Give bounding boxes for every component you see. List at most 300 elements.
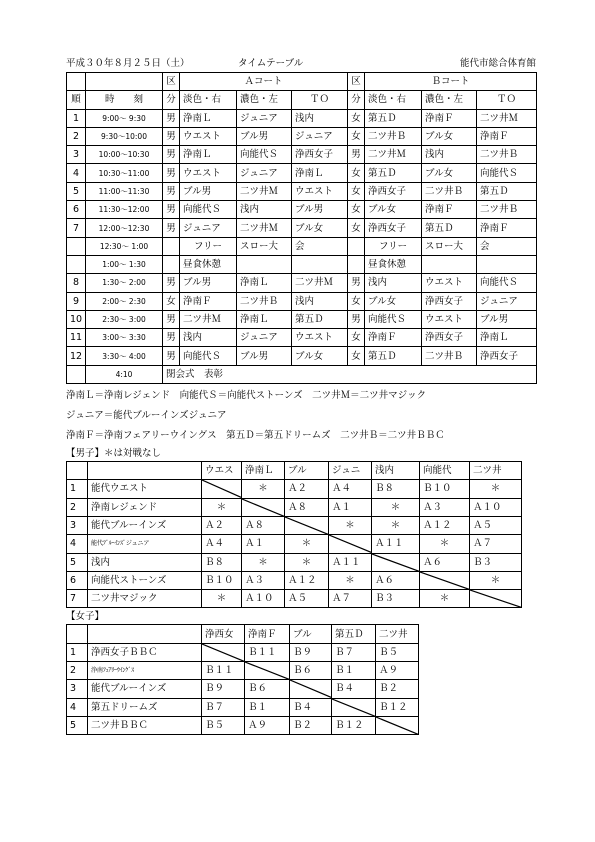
court-a-dark-team: 浄南Ｌ: [237, 310, 292, 328]
break-row: [67, 237, 537, 255]
opponent-header: 二ツ井: [470, 462, 522, 480]
court-b-division: 女: [348, 329, 365, 347]
court-a-division: 男: [163, 182, 180, 200]
schedule-row: [67, 109, 537, 127]
court-b-dark-team: 第五Ｄ: [422, 219, 477, 237]
court-b-light: 淡色・右: [365, 91, 422, 109]
match-cell: Ａ４: [202, 535, 242, 553]
match-cell: Ａ８: [242, 516, 285, 534]
court-b-dark-team: 二ツ井Ｂ: [422, 182, 477, 200]
court-a-light-team: ウエスト: [180, 164, 237, 182]
court-b-lunch: 昼食休憩: [365, 255, 422, 273]
match-cell: Ｂ７: [332, 643, 376, 661]
court-b-light-team: 二ツ井Ｍ: [365, 146, 422, 164]
table-row: [67, 590, 522, 608]
match-cell: Ａ１: [242, 535, 285, 553]
court-b-officials: 二ツ井Ｍ: [477, 109, 537, 127]
match-cell: Ｂ１０: [202, 571, 242, 589]
diagonal-line: [242, 499, 284, 516]
match-time: 10:30～11:00: [86, 164, 163, 182]
men-league-table: [66, 461, 522, 608]
court-a-light-team: 向能代Ｓ: [180, 347, 237, 365]
division-head-b: 区: [348, 73, 365, 91]
team-name: 浄南ﾌｪｱﾘｰｳｲﾝｸﾞｽ: [88, 662, 202, 680]
diagonal-line: [202, 644, 244, 661]
men-table-body: [67, 462, 522, 608]
match-cell: Ｂ６: [290, 662, 332, 680]
opponent-header: 浅内: [372, 462, 420, 480]
diagonal-line: [470, 590, 521, 607]
court-a-dark-team: 二ツ井Ｂ: [237, 292, 292, 310]
court-a-slow: スロー大: [237, 237, 292, 255]
match-cell: Ｂ１１: [245, 643, 290, 661]
break-division: [163, 255, 180, 273]
match-cell: Ｂ１２: [332, 716, 376, 734]
team-name: 二ツ井マジック: [88, 590, 202, 608]
break-division-b: [348, 255, 365, 273]
match-cell: Ａ５: [470, 516, 522, 534]
court-a-division: 男: [163, 329, 180, 347]
match-order: 4: [67, 164, 86, 182]
match-order: 7: [67, 219, 86, 237]
team-number: 3: [67, 516, 88, 534]
schedule-row: [67, 182, 537, 200]
court-a-officials: ブル女: [292, 219, 348, 237]
schedule-row: [67, 292, 537, 310]
match-cell: Ｂ７: [202, 698, 245, 716]
division-head-2: 分: [163, 91, 180, 109]
page-title: タイムテーブル: [238, 58, 304, 69]
court-b-division: 女: [348, 109, 365, 127]
men-header-row: [67, 462, 522, 480]
court-a-division: 男: [163, 219, 180, 237]
women-section-label: 【女子】: [66, 611, 105, 623]
match-time: 10:00～10:30: [86, 146, 163, 164]
match-cell: ＊: [420, 590, 470, 608]
match-order: 10: [67, 310, 86, 328]
break-time: 1:00～ 1:30: [86, 255, 163, 273]
team-number: 1: [67, 480, 88, 498]
team-name: 二ツ井ＢＢＣ: [88, 716, 202, 734]
court-b-empty: [477, 255, 537, 273]
court-a-kai: 会: [292, 237, 348, 255]
court-b-dark-team: ブル女: [422, 127, 477, 145]
team-name: 浄西女子ＢＢＣ: [88, 643, 202, 661]
court-b-dark-team: 二ツ井Ｂ: [422, 347, 477, 365]
match-cell: ＊: [242, 480, 285, 498]
match-cell: Ｂ９: [202, 680, 245, 698]
team-name: 浅内: [88, 553, 202, 571]
court-a-light-team: 二ツ井Ｍ: [180, 310, 237, 328]
match-order: 5: [67, 182, 86, 200]
team-name: 能代ブルーインズ: [88, 516, 202, 534]
diagonal-line: [420, 572, 469, 589]
document: [66, 55, 536, 735]
match-cell: Ａ１０: [470, 498, 522, 516]
court-b-to: ＴＯ: [477, 91, 537, 109]
court-a-dark-team: 二ツ井Ｍ: [237, 219, 292, 237]
team-number: 3: [67, 680, 88, 698]
match-cell: ＊: [202, 590, 242, 608]
court-a-light-team: ブル男: [180, 274, 237, 292]
match-cell: Ａ１: [329, 498, 372, 516]
court-b-light-team: ブル女: [365, 292, 422, 310]
schedule-row: [67, 274, 537, 292]
table-row: [67, 698, 419, 716]
schedule-row: [67, 329, 537, 347]
match-order: 12: [67, 347, 86, 365]
court-a-officials: ブル女: [292, 347, 348, 365]
court-b-dark-team: 浄南Ｆ: [422, 201, 477, 219]
team-number: 4: [67, 698, 88, 716]
table-row: [67, 480, 522, 498]
match-cell: Ａ７: [470, 535, 522, 553]
team-number: 6: [67, 571, 88, 589]
schedule-row: [67, 127, 537, 145]
legend-line: 浄南Ｌ＝浄南レジェンド 向能代Ｓ＝向能代ストーンズ 二ツ井Ｍ＝二ツ井マジック: [66, 390, 427, 402]
match-cell: Ａ５: [285, 590, 329, 608]
court-a-light-team: 浄南Ｌ: [180, 146, 237, 164]
schedule-head-row-2: [67, 91, 537, 109]
match-cell: Ａ９: [245, 716, 290, 734]
match-cell: ＊: [329, 571, 372, 589]
court-a-dark-team: 二ツ井Ｍ: [237, 182, 292, 200]
order-head: 順: [67, 91, 86, 109]
match-time: 11:30～12:00: [86, 201, 163, 219]
self-match-cell: [376, 716, 419, 734]
court-b-officials: 二ツ井Ｂ: [477, 146, 537, 164]
match-cell: ＊: [242, 553, 285, 571]
match-cell: Ｂ１０: [420, 480, 470, 498]
diagonal-line: [329, 535, 371, 552]
court-a-light-team: 浄南Ｌ: [180, 109, 237, 127]
court-b-division: 男: [348, 310, 365, 328]
division-head: 区: [163, 73, 180, 91]
match-cell: Ｂ８: [372, 480, 420, 498]
court-b-empty: [422, 255, 477, 273]
table-row: [67, 662, 419, 680]
team-number: 2: [67, 498, 88, 516]
team-number: 2: [67, 662, 88, 680]
schedule-table: [66, 72, 537, 384]
self-match-cell: [202, 480, 242, 498]
match-cell: Ｂ１: [332, 662, 376, 680]
match-cell: Ｂ４: [290, 698, 332, 716]
court-b-light-team: 浄西女子: [365, 219, 422, 237]
court-a-light-team: ブル男: [180, 182, 237, 200]
court-b-free: フリー: [365, 237, 422, 255]
diagonal-line: [376, 717, 418, 734]
match-time: 12:00～12:30: [86, 219, 163, 237]
match-cell: ＊: [329, 516, 372, 534]
match-cell: Ｂ２: [290, 716, 332, 734]
closing-ceremony: 閉会式 表彰: [163, 365, 537, 383]
table-row: [67, 516, 522, 534]
match-cell: ＊: [372, 516, 420, 534]
court-b-light-team: 第五Ｄ: [365, 109, 422, 127]
opponent-header: ウエス: [202, 462, 242, 480]
court-a-officials: 二ツ井Ｍ: [292, 274, 348, 292]
table-row: [67, 643, 419, 661]
court-b-dark-team: ウエスト: [422, 274, 477, 292]
match-time: 9:00～ 9:30: [86, 109, 163, 127]
corner-cell: [67, 462, 88, 480]
court-a-dark-team: ジュニア: [237, 109, 292, 127]
women-header-row: [67, 625, 419, 643]
page-header: [66, 55, 536, 72]
court-b-division: 女: [348, 182, 365, 200]
court-b-officials: 向能代Ｓ: [477, 274, 537, 292]
match-order: 3: [67, 146, 86, 164]
diagonal-line: [290, 680, 331, 697]
court-a-light-team: ウエスト: [180, 127, 237, 145]
court-b-officials: 第五Ｄ: [477, 182, 537, 200]
match-cell: ＊: [470, 571, 522, 589]
match-time: 11:00～11:30: [86, 182, 163, 200]
court-a-lunch: 昼食休憩: [180, 255, 237, 273]
break-order: [67, 255, 86, 273]
match-order: 6: [67, 201, 86, 219]
match-cell: Ｂ３: [470, 553, 522, 571]
break-order: [67, 237, 86, 255]
match-order: 11: [67, 329, 86, 347]
match-cell: Ｂ５: [376, 643, 419, 661]
match-time: 3:00～ 3:30: [86, 329, 163, 347]
opponent-header: 浄南Ｌ: [242, 462, 285, 480]
match-cell: ＊: [202, 498, 242, 516]
team-name: 向能代ストーンズ: [88, 571, 202, 589]
court-a-free: フリー: [180, 237, 237, 255]
schedule-row: [67, 201, 537, 219]
match-cell: Ｂ４: [332, 680, 376, 698]
court-a-division: 男: [163, 347, 180, 365]
opponent-header: ブル: [290, 625, 332, 643]
court-a-light-team: 浄南Ｆ: [180, 292, 237, 310]
match-order: 8: [67, 274, 86, 292]
schedule-row: [67, 164, 537, 182]
table-row: [67, 680, 419, 698]
table-row: [67, 498, 522, 516]
court-b-officials: ブル男: [477, 310, 537, 328]
court-a-dark-team: 向能代Ｓ: [237, 146, 292, 164]
self-match-cell: [242, 498, 285, 516]
diagonal-line: [285, 517, 328, 534]
court-b-officials: 二ツ井Ｂ: [477, 201, 537, 219]
court-a-officials: ウエスト: [292, 329, 348, 347]
court-b-division: 女: [348, 347, 365, 365]
match-cell: Ｂ９: [290, 643, 332, 661]
opponent-header: 第五Ｄ: [332, 625, 376, 643]
self-match-cell: [285, 516, 329, 534]
match-cell: Ａ９: [376, 662, 419, 680]
match-cell: Ａ１２: [285, 571, 329, 589]
match-cell: ＊: [372, 498, 420, 516]
match-cell: Ａ３: [420, 498, 470, 516]
court-a-dark-team: ブル男: [237, 127, 292, 145]
court-a-dark-team: 浄南Ｌ: [237, 274, 292, 292]
self-match-cell: [329, 535, 372, 553]
diagonal-line: [202, 480, 241, 497]
court-b-light-team: 向能代Ｓ: [365, 310, 422, 328]
team-name: 第五ドリームズ: [88, 698, 202, 716]
court-b-division: 女: [348, 219, 365, 237]
court-b-slow: スロー大: [422, 237, 477, 255]
self-match-cell: [290, 680, 332, 698]
court-b-officials: 浄南Ｌ: [477, 329, 537, 347]
match-time: 2:00～ 2:30: [86, 292, 163, 310]
court-a-dark-team: ブル男: [237, 347, 292, 365]
venue-name: 能代市総合体育館: [459, 58, 536, 69]
opponent-header: ジュニ: [329, 462, 372, 480]
table-row: [67, 535, 522, 553]
corner-cell: [67, 625, 88, 643]
court-a-dark-team: ジュニア: [237, 164, 292, 182]
men-section-label: 【男子】＊は対戦なし: [66, 448, 162, 460]
match-cell: ＊: [285, 553, 329, 571]
court-a-empty: [292, 255, 348, 273]
schedule-body: [67, 73, 537, 384]
court-b-dark-team: 浄南Ｆ: [422, 109, 477, 127]
opponent-header: 向能代: [420, 462, 470, 480]
court-b-dark-team: 浄西女子: [422, 329, 477, 347]
court-b-light-team: 二ツ井Ｂ: [365, 127, 422, 145]
court-a-light-team: 向能代Ｓ: [180, 201, 237, 219]
match-cell: Ｂ１: [245, 698, 290, 716]
women-league-table: [66, 624, 419, 735]
corner-cell: [88, 625, 202, 643]
self-match-cell: [202, 643, 245, 661]
match-cell: Ａ１１: [372, 535, 420, 553]
closing-time: 4:10: [86, 365, 163, 383]
closing-row: [67, 365, 537, 383]
break-division: [163, 237, 180, 255]
diagonal-line: [332, 699, 375, 716]
schedule-row: [67, 347, 537, 365]
match-time: 9:30～10:00: [86, 127, 163, 145]
table-row: [67, 553, 522, 571]
court-b-dark-team: ウエスト: [422, 310, 477, 328]
match-cell: Ａ６: [420, 553, 470, 571]
court-b-officials: 向能代Ｓ: [477, 164, 537, 182]
court-a-officials: 浅内: [292, 109, 348, 127]
court-b-dark-team: ブル女: [422, 164, 477, 182]
court-b-dark: 濃色・左: [422, 91, 477, 109]
opponent-header: 浄南Ｆ: [245, 625, 290, 643]
break-row: [67, 255, 537, 273]
opponent-header: 二ツ井: [376, 625, 419, 643]
corner-cell: [88, 462, 202, 480]
court-b-officials: 浄西女子: [477, 347, 537, 365]
team-name: 能代ﾌﾞﾙｰｲﾝｽﾞジュニア: [88, 535, 202, 553]
court-b-division: 男: [348, 146, 365, 164]
court-a-officials: ウエスト: [292, 182, 348, 200]
team-number: 7: [67, 590, 88, 608]
court-a-light-team: 浅内: [180, 329, 237, 347]
match-cell: ＊: [285, 535, 329, 553]
match-cell: Ｂ１１: [202, 662, 245, 680]
match-order: 2: [67, 127, 86, 145]
schedule-row: [67, 146, 537, 164]
table-row: [67, 716, 419, 734]
court-a-officials: ジュニア: [292, 127, 348, 145]
court-a-division: 女: [163, 292, 180, 310]
legend-line: ジュニア＝能代ブルーインズジュニア: [66, 410, 227, 422]
court-b-light-team: 第五Ｄ: [365, 347, 422, 365]
match-cell: Ａ７: [329, 590, 372, 608]
self-match-cell: [420, 571, 470, 589]
court-b-division: 男: [348, 274, 365, 292]
match-cell: ＊: [470, 480, 522, 498]
court-a-light-team: ジュニア: [180, 219, 237, 237]
team-number: 5: [67, 716, 88, 734]
court-b-division: 女: [348, 201, 365, 219]
schedule-row: [67, 310, 537, 328]
court-b-kai: 会: [477, 237, 537, 255]
legend-line: 浄南Ｆ＝浄南フェアリーウイングス 第五Ｄ＝第五ドリームズ 二ツ井Ｂ＝二ツ井ＢＢＣ: [66, 430, 445, 442]
match-time: 2:30～ 3:00: [86, 310, 163, 328]
match-cell: Ａ１０: [242, 590, 285, 608]
schedule-head-row-1: [67, 73, 537, 91]
break-division-b: [348, 237, 365, 255]
break-time: 12:30～ 1:00: [86, 237, 163, 255]
self-match-cell: [470, 590, 522, 608]
court-b-division: 女: [348, 127, 365, 145]
match-cell: Ａ２: [285, 480, 329, 498]
match-time: 3:30～ 4:00: [86, 347, 163, 365]
court-a-dark: 濃色・左: [237, 91, 292, 109]
court-a-dark-team: 浅内: [237, 201, 292, 219]
abbreviation-legend: [66, 386, 536, 446]
court-a-officials: 浅内: [292, 292, 348, 310]
women-table-body: [67, 625, 419, 735]
table-row: [67, 571, 522, 589]
court-a-dark-team: ジュニア: [237, 329, 292, 347]
court-b-head: Ｂコート: [365, 73, 537, 91]
event-date: 平成３０年８月２５日（土）: [66, 58, 190, 69]
team-number: 5: [67, 553, 88, 571]
schedule-row: [67, 219, 537, 237]
match-cell: Ａ３: [242, 571, 285, 589]
court-b-division: 女: [348, 292, 365, 310]
opponent-header: ブル: [285, 462, 329, 480]
match-cell: Ａ８: [285, 498, 329, 516]
match-cell: Ａ４: [329, 480, 372, 498]
match-cell: Ｂ８: [202, 553, 242, 571]
court-a-division: 男: [163, 127, 180, 145]
court-b-officials: 浄南Ｆ: [477, 219, 537, 237]
match-cell: ＊: [420, 535, 470, 553]
time-head: 時 刻: [86, 91, 163, 109]
court-b-light-team: 浄南Ｆ: [365, 329, 422, 347]
self-match-cell: [372, 553, 420, 571]
court-a-officials: 第五Ｄ: [292, 310, 348, 328]
self-match-cell: [332, 698, 376, 716]
court-a-to: ＴＯ: [292, 91, 348, 109]
diagonal-line: [372, 554, 419, 571]
court-a-division: 男: [163, 146, 180, 164]
court-a-division: 男: [163, 274, 180, 292]
court-b-light-team: ブル女: [365, 201, 422, 219]
match-cell: Ａ１１: [329, 553, 372, 571]
court-b-dark-team: 浄西女子: [422, 292, 477, 310]
division-head-b-2: 分: [348, 91, 365, 109]
court-a-division: 男: [163, 201, 180, 219]
match-time: 1:30～ 2:00: [86, 274, 163, 292]
match-cell: Ａ２: [202, 516, 242, 534]
court-b-light-team: 浅内: [365, 274, 422, 292]
court-b-light-team: 第五Ｄ: [365, 164, 422, 182]
team-number: 1: [67, 643, 88, 661]
